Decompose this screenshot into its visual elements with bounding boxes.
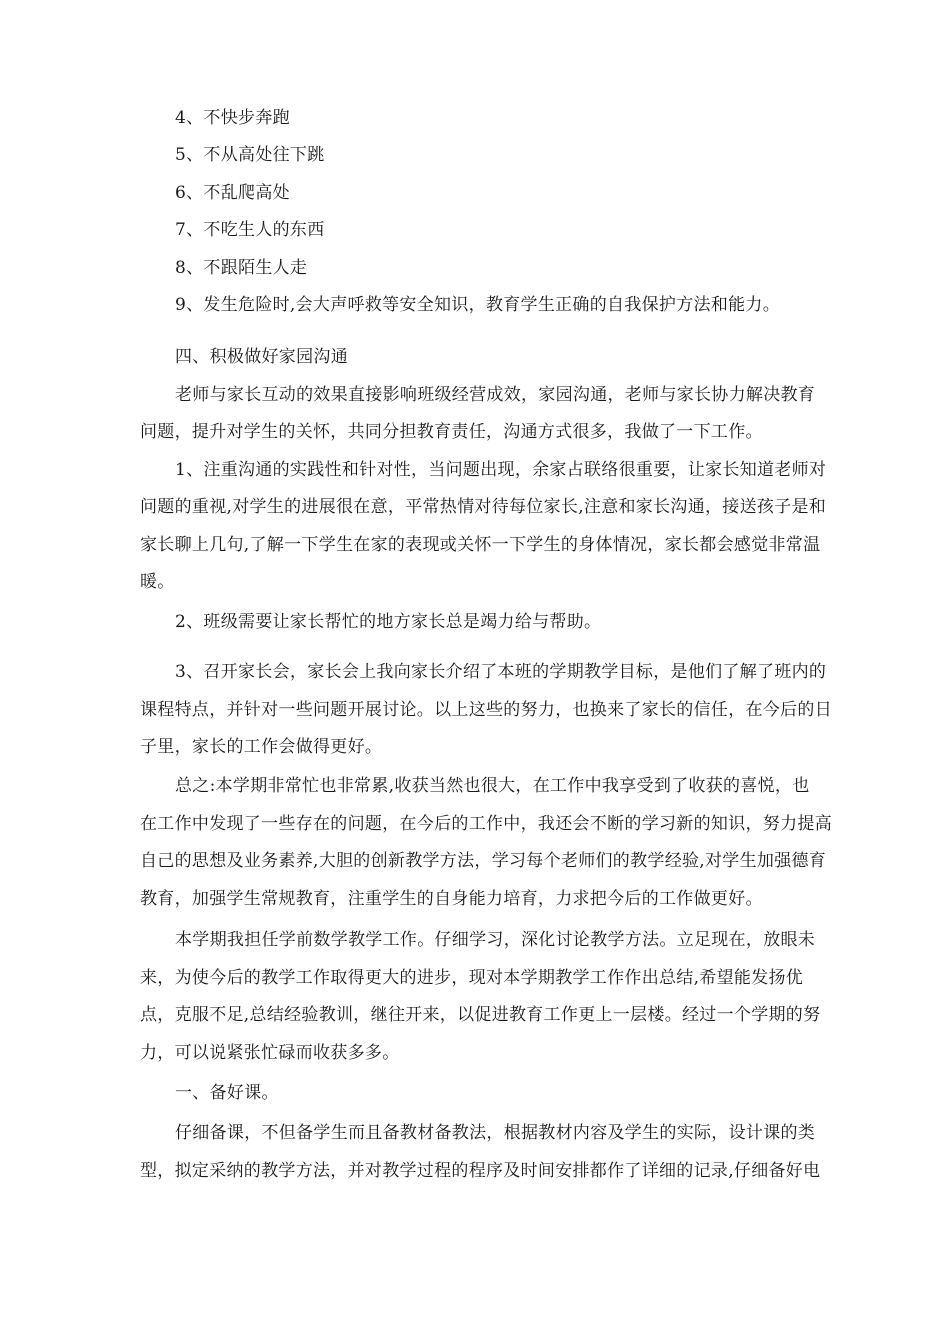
paragraph-line: 教育，加强学生常规教育，注重学生的自身能力培育，力求把今后的工作做更好。 (140, 889, 763, 909)
list-item: 8、不跟陌生人走 (175, 258, 308, 278)
paragraph-line: 2、班级需要让家长帮忙的地方家长总是竭力给与帮助。 (175, 612, 602, 632)
paragraph-line: 1、注重沟通的实践性和针对性，当问题出现，余家占联络很重要，让家长知道老师对 (175, 460, 827, 480)
list-item: 7、不吃生人的东西 (175, 220, 325, 240)
paragraph-line: 暖。 (140, 572, 175, 592)
list-item: 9、发生危险时,会大声呼救等安全知识，教育学生正确的自我保护方法和能力。 (175, 295, 781, 315)
paragraph-line: 自己的思想及业务素养,大胆的创新教学方法，学习每个老师们的教学经验,对学生加强德育 (140, 851, 827, 871)
list-item: 5、不从高处往下跳 (175, 145, 325, 165)
paragraph-line: 课程特点，并针对一些问题开展讨论。以上这些的努力，也换来了家长的信任，在今后的日 (140, 700, 832, 720)
paragraph-line: 在工作中发现了一些存在的问题，在今后的工作中，我还会不断的学习新的知识，努力提高 (140, 814, 832, 834)
paragraph-line: 型，拟定采纳的教学方法，并对教学过程的程序及时间安排都作了详细的记录,仔细备好电 (140, 1161, 821, 1181)
paragraph-line: 家长聊上几句,了解一下学生在家的表现或关怀一下学生的身体情况，家长都会感觉非常温 (140, 535, 821, 555)
paragraph-line: 总之:本学期非常忙也非常累,收获当然也很大，在工作中我享受到了收获的喜悦，也 (175, 776, 810, 796)
paragraph-line: 问题的重视,对学生的进展很在意，平常热情对待每位家长,注意和家长沟通，接送孩子是和 (140, 497, 827, 517)
paragraph-line: 仔细备课，不但备学生而且备教材备教法，根据教材内容及学生的实际，设计课的类 (175, 1123, 816, 1143)
section-heading: 一、备好课。 (175, 1083, 279, 1103)
paragraph-line: 力，可以说紧张忙碌而收获多多。 (140, 1043, 400, 1063)
paragraph-line: 老师与家长互动的效果直接影响班级经营成效，家园沟通，老师与家长协力解决教育 (175, 385, 816, 405)
list-item: 4、不快步奔跑 (175, 108, 290, 128)
paragraph-line: 来，为使今后的教学工作取得更大的进步，现对本学期教学工作作出总结,希望能发扬优 (140, 968, 804, 988)
list-item: 6、不乱爬高处 (175, 183, 290, 203)
paragraph-line: 3、召开家长会，家长会上我向家长介绍了本班的学期教学目标，是他们了解了班内的 (175, 662, 827, 682)
section-heading: 四、积极做好家园沟通 (175, 347, 348, 367)
paragraph-line: 问题，提升对学生的关怀，共同分担教育责任，沟通方式很多，我做了一下工作。 (140, 422, 763, 442)
paragraph-line: 本学期我担任学前数学教学工作。仔细学习，深化讨论教学方法。立足现在，放眼未 (175, 930, 816, 950)
paragraph-line: 点，克服不足,总结经验教训，继往开来，以促进教育工作更上一层楼。经过一个学期的努 (140, 1005, 821, 1025)
paragraph-line: 子里，家长的工作会做得更好。 (140, 737, 383, 757)
